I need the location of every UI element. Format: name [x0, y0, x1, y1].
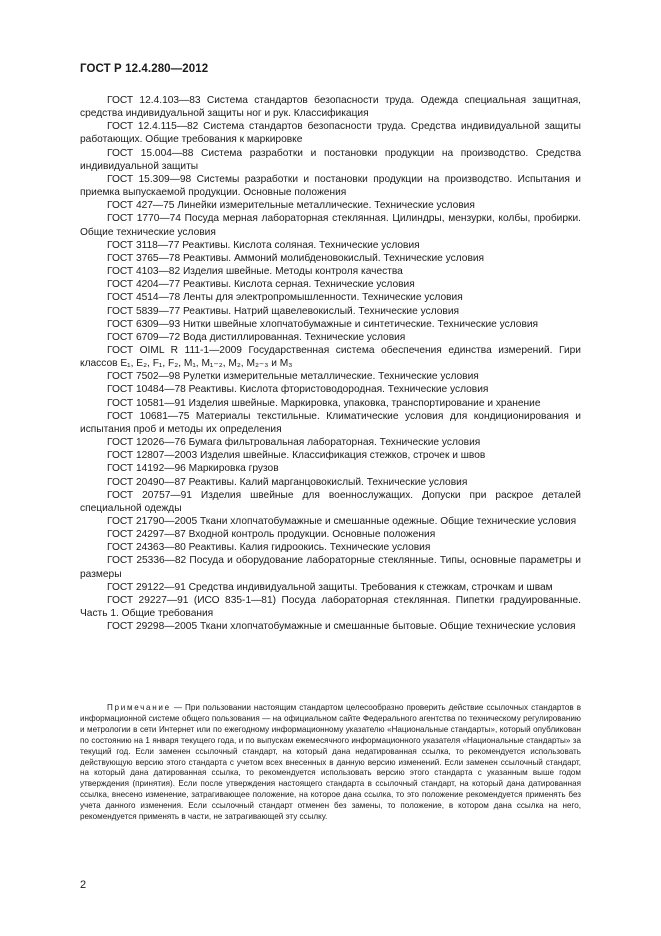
- reference-item: ГОСТ 25336—82 Посуда и оборудование лабораторные стеклянные. Типы, основные параметры и размеры: [80, 555, 581, 580]
- reference-item: ГОСТ 15.309—98 Системы разработки и постановки продукции на производство. Испытания и приемка выпускаемой продукции. Основные положения: [80, 173, 581, 199]
- reference-item: ГОСТ 10681—75 Материалы текстильные. Климатические условия для кондиционирования и испытания проб и методы их определения: [80, 410, 581, 435]
- reference-item: ГОСТ 12807—2003 Изделия швейные. Классификация стежков, строчек и швов: [107, 450, 486, 462]
- reference-item: ГОСТ 4103—82 Изделия швейные. Методы контроля качества: [107, 266, 403, 278]
- note-text: — При пользовании настоящим стандартом целесообразно проверить действие ссылочных стандартов в информационной системе общего пользования — на официальном сайте Федерального агентства по техническому регулированию и метрологии в сети Интернет или по ежегодному информационному указателю «Национальные стандарты», который опубликован по состоянию на 1 января текущего года, и по выпускам ежемесячного информационного указателя «Национальные стандарты» за текущий год. Если заменен ссылочный стандарт, на который дана недатированная ссылка, то рекомендуется использовать действующую версию этого стандарта с учетом всех внесенных в данную версию изменений. Если заменен ссылочный стандарт, на который дана датированная ссылка, то рекомендуется использовать версию этого стандарта с указанным выше годом утверждения (принятия). Если после утверждения настоящего стандарта в ссылочный стандарт, на который дана датированная ссылка, внесено изменение, затрагивающее положение, на которое дана ссылка, то это положение рекомендуется применять без учета данного изменения. Если ссылочный стандарт отменен без замены, то положение, в котором дана ссылка на него, рекомендуется применять в части, не затрагивающей эту ссылку.: [80, 703, 582, 822]
- reference-item: ГОСТ 427—75 Линейки измерительные металлические. Технические условия: [107, 200, 475, 212]
- reference-item: ГОСТ 12.4.115—82 Система стандартов безопасности труда. Средства индивидуальной защиты работающих. Общие требования к маркировке: [80, 121, 581, 146]
- reference-item: ГОСТ 3118—77 Реактивы. Кислота соляная. Технические условия: [107, 239, 420, 251]
- note-paragraph: [80, 703, 581, 823]
- reference-item: ГОСТ 29298—2005 Ткани хлопчатобумажные и смешанные бытовые. Общие технические условия: [107, 621, 576, 633]
- reference-item: ГОСТ 10484—78 Реактивы. Кислота фтористоводородная. Технические условия: [107, 384, 489, 396]
- reference-item: ГОСТ 6709—72 Вода дистиллированная. Технические условия: [107, 331, 406, 343]
- reference-item: ГОСТ 21790—2005 Ткани хлопчатобумажные и смешанные одежные. Общие технические условия: [107, 516, 577, 527]
- note-label: Примечание: [107, 703, 171, 712]
- reference-item: ГОСТ 3765—78 Реактивы. Аммоний молибденовокислый. Технические условия: [107, 252, 485, 264]
- reference-item: ГОСТ 14192—96 Маркировка грузов: [107, 463, 279, 475]
- reference-item: ГОСТ OIML R 111-1—2009 Государственная система обеспечения единства измерений. Гири классов E₁, E₂, F₁, F₂, M₁, M₁₋₂, M₂, M₂₋₃ и M₃: [80, 344, 581, 370]
- reference-item: ГОСТ 4514—78 Ленты для электропромышленности. Технические условия: [107, 292, 463, 304]
- reference-item: ГОСТ 29122—91 Средства индивидуальной защиты. Требования к стежкам, строчкам и швам: [107, 581, 553, 593]
- reference-item: ГОСТ 5839—77 Реактивы. Натрий щавелевокислый. Технические условия: [107, 305, 460, 317]
- reference-item: ГОСТ 6309—93 Нитки швейные хлопчатобумажные и синтетические. Технические условия: [107, 318, 539, 330]
- normative-references-list: [80, 94, 581, 633]
- reference-item: ГОСТ 1770—74 Посуда мерная лабораторная стеклянная. Цилиндры, мензурки, колбы, пробирки. Общие технические условия: [80, 213, 581, 238]
- reference-item: ГОСТ 24297—87 Входной контроль продукции. Основные положения: [107, 529, 436, 541]
- reference-item: ГОСТ 10581—91 Изделия швейные. Маркировка, упаковка, транспортирование и хранение: [107, 397, 541, 409]
- reference-item: ГОСТ 4204—77 Реактивы. Кислота серная. Технические условия: [107, 279, 415, 291]
- reference-item: ГОСТ 12026—76 Бумага фильтровальная лабораторная. Технические условия: [107, 437, 481, 449]
- reference-item: ГОСТ 20757—91 Изделия швейные для военнослужащих. Допуски при раскрое деталей специальной одежды: [80, 489, 581, 514]
- page-number: 2: [80, 879, 87, 891]
- reference-item: ГОСТ 24363—80 Реактивы. Калия гидроокись. Технические условия: [107, 542, 431, 554]
- reference-item: ГОСТ 15.004—88 Система разработки и постановки продукции на производство. Средства индивидуальной защиты: [80, 147, 581, 172]
- reference-item: ГОСТ 20490—87 Реактивы. Калий марганцовокислый. Технические условия: [107, 476, 468, 488]
- document-header: ГОСТ Р 12.4.280—2012: [80, 63, 209, 75]
- reference-item: ГОСТ 29227—91 (ИСО 835-1—81) Посуда лабораторная стеклянная. Пипетки градуированные. Часть 1. Общие требования: [80, 594, 581, 620]
- reference-item: ГОСТ 7502—98 Рулетки измерительные металлические. Технические условия: [107, 371, 479, 383]
- reference-item: ГОСТ 12.4.103—83 Система стандартов безопасности труда. Одежда специальная защитная, средства индивидуальной защиты ног и рук. Классификация: [80, 95, 581, 120]
